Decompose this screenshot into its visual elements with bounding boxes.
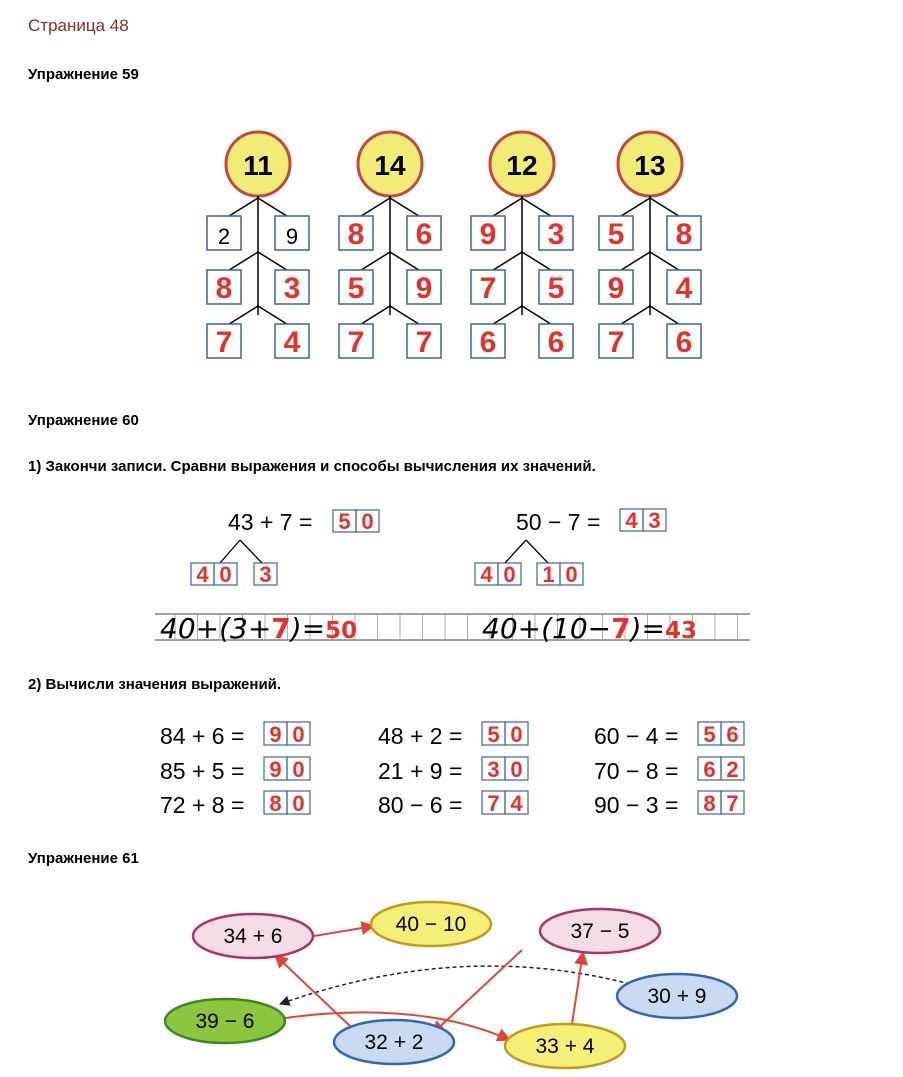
svg-text:1: 1 [542,562,555,587]
svg-text:60 − 4 =: 60 − 4 = [594,723,679,749]
svg-text:7: 7 [726,791,739,816]
svg-text:0: 0 [510,722,523,747]
task-2-instruction: 2) Вычисли значения выражений. [28,676,282,693]
svg-text:7: 7 [607,326,625,359]
oval-3 [540,909,660,953]
svg-text:7: 7 [479,272,497,305]
task-1-instruction: 1) Закончи записи. Сравни выражения и способы вычисления их значений. [28,458,596,475]
expr-right: 50 − 7 = [516,509,601,535]
tree-top-number: 11 [243,150,273,181]
svg-text:90 − 3 =: 90 − 3 = [594,792,679,818]
svg-text:30 + 9: 30 + 9 [647,985,707,1008]
svg-text:8: 8 [215,272,233,305]
expr-left: 43 + 7 = [228,509,313,535]
svg-text:2: 2 [217,224,231,249]
page-title: Страница 48 [28,16,129,35]
svg-text:5: 5 [607,218,625,251]
svg-text:4: 4 [510,791,523,816]
svg-text:7: 7 [215,326,233,359]
oval-1 [193,914,313,958]
oval-2 [371,902,491,946]
tree-top-number: 14 [374,150,406,181]
svg-text:33 + 4: 33 + 4 [535,1035,595,1058]
svg-text:0: 0 [292,757,305,782]
svg-text:8: 8 [703,791,716,816]
svg-text:3: 3 [259,562,272,587]
svg-text:3: 3 [648,508,661,533]
svg-text:0: 0 [503,562,516,587]
svg-text:5: 5 [347,272,365,305]
svg-text:3: 3 [547,218,565,251]
svg-text:0: 0 [510,757,523,782]
svg-text:80 − 6 =: 80 − 6 = [378,792,463,818]
svg-text:4: 4 [480,562,493,587]
svg-text:5: 5 [487,722,500,747]
svg-text:9: 9 [607,272,625,305]
oval-6 [334,1020,454,1064]
svg-text:3: 3 [283,272,301,305]
svg-text:4: 4 [625,508,638,533]
svg-text:0: 0 [292,791,305,816]
svg-text:5: 5 [547,272,565,305]
svg-text:0: 0 [565,562,578,587]
svg-text:85 + 5 =: 85 + 5 = [160,758,245,784]
svg-text:32 + 2: 32 + 2 [364,1031,424,1054]
svg-text:8: 8 [347,218,365,251]
svg-text:6: 6 [415,218,433,251]
oval-5 [165,999,285,1043]
svg-text:34 + 6: 34 + 6 [223,925,283,948]
handwritten-right: 40+(10−7)=43 [482,612,697,645]
tree-top-number: 12 [506,150,538,181]
svg-text:0: 0 [292,722,305,747]
arrow-37-5-to-32+2 [432,950,522,1034]
svg-text:4: 4 [675,272,693,305]
svg-text:84 + 6 =: 84 + 6 = [160,723,245,749]
arrow-34+6-to-40-10 [314,926,374,936]
svg-text:7: 7 [415,326,433,359]
svg-text:9: 9 [269,757,282,782]
svg-text:6: 6 [703,757,716,782]
svg-text:21 + 9 =: 21 + 9 = [378,758,463,784]
svg-text:8: 8 [675,218,693,251]
svg-text:9: 9 [479,218,497,251]
oval-4 [617,974,737,1018]
arrow-33+4-to-37-5 [572,952,583,1024]
svg-text:48 + 2 =: 48 + 2 = [378,723,463,749]
svg-text:37 − 5: 37 − 5 [570,920,630,943]
oval-7 [505,1024,625,1068]
svg-text:40 − 10: 40 − 10 [395,913,467,936]
handwritten-left: 40+(3+7)=50 [160,612,358,645]
svg-text:6: 6 [479,326,497,359]
svg-text:70 − 8 =: 70 − 8 = [594,758,679,784]
svg-text:3: 3 [487,757,500,782]
svg-text:39 − 6: 39 − 6 [195,1010,255,1033]
svg-text:0: 0 [361,509,374,534]
svg-text:6: 6 [726,722,739,747]
exercise-60-heading: Упражнение 60 [28,412,139,429]
svg-text:0: 0 [219,562,232,587]
exercise-59-heading: Упражнение 59 [28,66,139,83]
svg-text:7: 7 [347,326,365,359]
svg-text:72 + 8 =: 72 + 8 = [160,792,245,818]
svg-text:4: 4 [283,326,301,359]
svg-text:8: 8 [269,791,282,816]
svg-text:5: 5 [703,722,716,747]
svg-text:9: 9 [285,224,299,249]
svg-text:9: 9 [269,722,282,747]
exercise-61-heading: Упражнение 61 [28,850,139,867]
svg-text:2: 2 [726,757,739,782]
svg-text:6: 6 [547,326,565,359]
svg-text:9: 9 [415,272,433,305]
tree-top-number: 13 [634,150,666,181]
svg-text:6: 6 [675,326,693,359]
svg-text:4: 4 [196,562,209,587]
svg-text:5: 5 [338,509,351,534]
svg-text:7: 7 [487,791,500,816]
